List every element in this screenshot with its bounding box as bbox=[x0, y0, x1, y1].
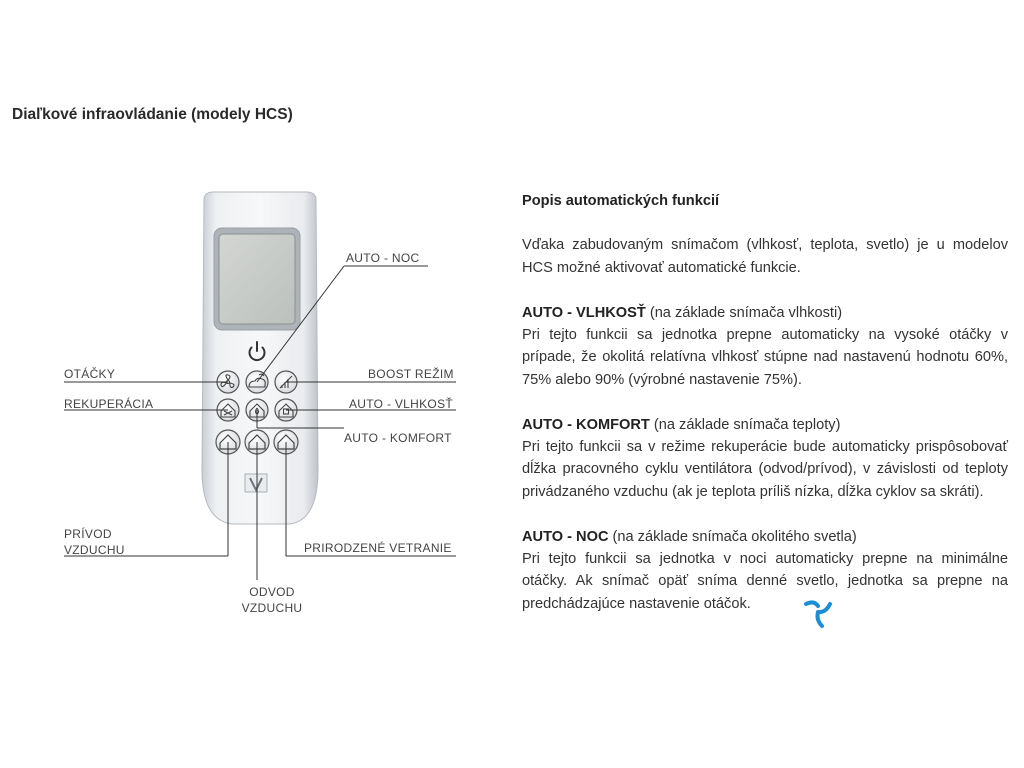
label-prirodzene-vetranie: PRIRODZENÉ VETRANIE bbox=[304, 541, 452, 555]
section-subtitle: (na základe snímača okolitého svetla) bbox=[608, 528, 857, 545]
label-boost: BOOST REŽIM bbox=[368, 367, 454, 381]
page-title: Diaľkové infraovládanie (modely HCS) bbox=[12, 106, 293, 123]
section-auto-komfort bbox=[522, 414, 1008, 504]
section-auto-vlhkost bbox=[522, 302, 1008, 392]
label-privod-line2: VZDUCHU bbox=[64, 543, 125, 557]
brand-logo-icon bbox=[245, 474, 267, 492]
description-intro: Vďaka zabudovaným snímačom (vlhkosť, teplota, svetlo) je u modelov HCS možné aktivovať automatické funkcie. bbox=[522, 237, 1008, 276]
section-subtitle: (na základe snímača vlhkosti) bbox=[645, 304, 843, 321]
description-panel bbox=[522, 190, 1008, 638]
remote-control-illustration bbox=[0, 0, 480, 768]
section-title: AUTO - KOMFORT bbox=[522, 416, 650, 433]
section-body: Pri tejto funkcii sa jednotka v noci automaticky prepne na minimálne otáčky. Ak snímač opäť sníma denné svetlo, jednotka sa prepne na predchádzajúce nastavenie otáčok. bbox=[522, 551, 1008, 612]
label-rekuperacia: REKUPERÁCIA bbox=[64, 397, 154, 411]
section-subtitle: (na základe snímača teploty) bbox=[649, 416, 841, 433]
label-otacky: OTÁČKY bbox=[64, 367, 116, 381]
watermark-logo-icon bbox=[800, 598, 836, 630]
lcd-display bbox=[219, 234, 295, 324]
description-heading: Popis automatických funkcií bbox=[522, 193, 720, 209]
section-body: Pri tejto funkcii sa jednotka prepne automaticky na vysoké otáčky v prípade, že okolitá relatívna vlhkosť stúpne nad nastavenú hodnotu 60%, 75% alebo 90% (výrobné nastavenie 75%). bbox=[522, 327, 1008, 388]
section-title: AUTO - NOC bbox=[522, 528, 609, 545]
label-odvod-line1: ODVOD bbox=[249, 585, 295, 599]
label-odvod-line2: VZDUCHU bbox=[241, 601, 303, 615]
section-title: AUTO - VLHKOSŤ bbox=[522, 304, 646, 321]
label-auto-noc: AUTO - NOC bbox=[346, 251, 420, 265]
remote-diagram bbox=[0, 0, 480, 768]
section-auto-noc bbox=[522, 526, 1008, 616]
section-body: Pri tejto funkcii sa v režime rekuperácie bude automaticky prispôsobovať dĺžka pracovného cyklu ventilátora (odvod/prívod), v závislosti od teploty privádzaného vzduchu (ak je teplota príliš nízka, dĺžka cyklov sa skráti). bbox=[522, 439, 1008, 500]
label-privod-line1: PRÍVOD bbox=[64, 527, 112, 541]
label-auto-vlhkost: AUTO - VLHKOSŤ bbox=[349, 397, 453, 411]
label-auto-komfort: AUTO - KOMFORT bbox=[344, 431, 452, 445]
